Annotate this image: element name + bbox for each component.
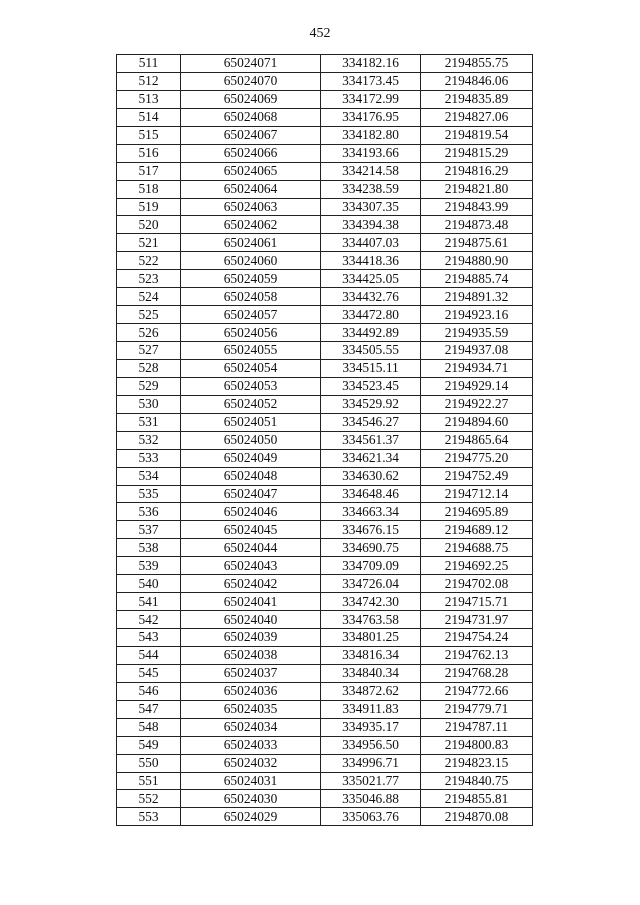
point-id-cell: 65024030 [181,790,321,808]
y-coordinate-cell: 2194827.06 [421,108,533,126]
row-number-cell: 534 [117,467,181,485]
point-id-cell: 65024063 [181,198,321,216]
y-coordinate-cell: 2194715.71 [421,593,533,611]
y-coordinate-cell: 2194922.27 [421,395,533,413]
x-coordinate-cell: 334801.25 [321,629,421,647]
x-coordinate-cell: 334529.92 [321,395,421,413]
point-id-cell: 65024051 [181,413,321,431]
row-number-cell: 514 [117,108,181,126]
x-coordinate-cell: 334763.58 [321,611,421,629]
y-coordinate-cell: 2194692.25 [421,557,533,575]
x-coordinate-cell: 335046.88 [321,790,421,808]
table-row [117,162,533,180]
y-coordinate-cell: 2194891.32 [421,288,533,306]
table-row [117,126,533,144]
row-number-cell: 530 [117,395,181,413]
table-row [117,306,533,324]
y-coordinate-cell: 2194816.29 [421,162,533,180]
point-id-cell: 65024064 [181,180,321,198]
row-number-cell: 553 [117,808,181,826]
row-number-cell: 552 [117,790,181,808]
table-row [117,521,533,539]
y-coordinate-cell: 2194815.29 [421,144,533,162]
y-coordinate-cell: 2194823.15 [421,754,533,772]
point-id-cell: 65024048 [181,467,321,485]
table-row [117,395,533,413]
table-row [117,324,533,342]
row-number-cell: 536 [117,503,181,521]
point-id-cell: 65024036 [181,682,321,700]
row-number-cell: 528 [117,359,181,377]
row-number-cell: 515 [117,126,181,144]
row-number-cell: 522 [117,252,181,270]
x-coordinate-cell: 334472.80 [321,306,421,324]
table-row [117,629,533,647]
row-number-cell: 524 [117,288,181,306]
y-coordinate-cell: 2194754.24 [421,629,533,647]
y-coordinate-cell: 2194695.89 [421,503,533,521]
y-coordinate-cell: 2194712.14 [421,485,533,503]
y-coordinate-cell: 2194702.08 [421,575,533,593]
point-id-cell: 65024069 [181,90,321,108]
row-number-cell: 540 [117,575,181,593]
y-coordinate-cell: 2194840.75 [421,772,533,790]
x-coordinate-cell: 334432.76 [321,288,421,306]
point-id-cell: 65024055 [181,342,321,360]
point-id-cell: 65024029 [181,808,321,826]
table-row [117,664,533,682]
y-coordinate-cell: 2194819.54 [421,126,533,144]
table-row [117,72,533,90]
point-id-cell: 65024062 [181,216,321,234]
y-coordinate-cell: 2194865.64 [421,431,533,449]
point-id-cell: 65024058 [181,288,321,306]
x-coordinate-cell: 334690.75 [321,539,421,557]
point-id-cell: 65024035 [181,700,321,718]
table-body [117,55,533,826]
y-coordinate-cell: 2194843.99 [421,198,533,216]
table-row [117,682,533,700]
row-number-cell: 542 [117,611,181,629]
page-number: 452 [309,26,331,41]
point-id-cell: 65024044 [181,539,321,557]
row-number-cell: 518 [117,180,181,198]
x-coordinate-cell: 335063.76 [321,808,421,826]
y-coordinate-cell: 2194934.71 [421,359,533,377]
row-number-cell: 539 [117,557,181,575]
x-coordinate-cell: 334182.16 [321,55,421,73]
row-number-cell: 547 [117,700,181,718]
y-coordinate-cell: 2194768.28 [421,664,533,682]
x-coordinate-cell: 334840.34 [321,664,421,682]
table-row [117,790,533,808]
row-number-cell: 521 [117,234,181,252]
x-coordinate-cell: 334956.50 [321,736,421,754]
x-coordinate-cell: 334407.03 [321,234,421,252]
table-row [117,718,533,736]
x-coordinate-cell: 334394.38 [321,216,421,234]
row-number-cell: 513 [117,90,181,108]
y-coordinate-cell: 2194880.90 [421,252,533,270]
y-coordinate-cell: 2194835.89 [421,90,533,108]
x-coordinate-cell: 334648.46 [321,485,421,503]
y-coordinate-cell: 2194762.13 [421,646,533,664]
table-row [117,270,533,288]
x-coordinate-cell: 334621.34 [321,449,421,467]
y-coordinate-cell: 2194937.08 [421,342,533,360]
x-coordinate-cell: 334425.05 [321,270,421,288]
row-number-cell: 529 [117,377,181,395]
x-coordinate-cell: 334935.17 [321,718,421,736]
x-coordinate-cell: 334505.55 [321,342,421,360]
x-coordinate-cell: 334193.66 [321,144,421,162]
y-coordinate-cell: 2194731.97 [421,611,533,629]
table-row [117,359,533,377]
point-id-cell: 65024046 [181,503,321,521]
row-number-cell: 544 [117,646,181,664]
y-coordinate-cell: 2194775.20 [421,449,533,467]
point-id-cell: 65024053 [181,377,321,395]
point-id-cell: 65024068 [181,108,321,126]
y-coordinate-cell: 2194800.83 [421,736,533,754]
y-coordinate-cell: 2194779.71 [421,700,533,718]
x-coordinate-cell: 334173.45 [321,72,421,90]
x-coordinate-cell: 334911.83 [321,700,421,718]
table-row [117,431,533,449]
y-coordinate-cell: 2194821.80 [421,180,533,198]
row-number-cell: 538 [117,539,181,557]
y-coordinate-cell: 2194929.14 [421,377,533,395]
x-coordinate-cell: 334676.15 [321,521,421,539]
row-number-cell: 511 [117,55,181,73]
table-row [117,342,533,360]
x-coordinate-cell: 334214.58 [321,162,421,180]
y-coordinate-cell: 2194885.74 [421,270,533,288]
row-number-cell: 541 [117,593,181,611]
table-row [117,252,533,270]
x-coordinate-cell: 334182.80 [321,126,421,144]
point-id-cell: 65024052 [181,395,321,413]
row-number-cell: 527 [117,342,181,360]
y-coordinate-cell: 2194752.49 [421,467,533,485]
row-number-cell: 548 [117,718,181,736]
table-row [117,288,533,306]
point-id-cell: 65024059 [181,270,321,288]
point-id-cell: 65024033 [181,736,321,754]
table-row [117,90,533,108]
table-row [117,413,533,431]
point-id-cell: 65024067 [181,126,321,144]
row-number-cell: 531 [117,413,181,431]
x-coordinate-cell: 334523.45 [321,377,421,395]
coordinates-table [116,54,533,826]
table-row [117,216,533,234]
table-row [117,808,533,826]
point-id-cell: 65024066 [181,144,321,162]
y-coordinate-cell: 2194870.08 [421,808,533,826]
row-number-cell: 516 [117,144,181,162]
row-number-cell: 537 [117,521,181,539]
x-coordinate-cell: 334996.71 [321,754,421,772]
point-id-cell: 65024039 [181,629,321,647]
point-id-cell: 65024070 [181,72,321,90]
row-number-cell: 525 [117,306,181,324]
point-id-cell: 65024040 [181,611,321,629]
y-coordinate-cell: 2194855.75 [421,55,533,73]
x-coordinate-cell: 334630.62 [321,467,421,485]
point-id-cell: 65024038 [181,646,321,664]
row-number-cell: 523 [117,270,181,288]
point-id-cell: 65024071 [181,55,321,73]
x-coordinate-cell: 334238.59 [321,180,421,198]
y-coordinate-cell: 2194787.11 [421,718,533,736]
x-coordinate-cell: 334709.09 [321,557,421,575]
point-id-cell: 65024045 [181,521,321,539]
x-coordinate-cell: 334176.95 [321,108,421,126]
point-id-cell: 65024034 [181,718,321,736]
y-coordinate-cell: 2194846.06 [421,72,533,90]
table-row [117,593,533,611]
row-number-cell: 533 [117,449,181,467]
table-row [117,646,533,664]
row-number-cell: 551 [117,772,181,790]
x-coordinate-cell: 334418.36 [321,252,421,270]
y-coordinate-cell: 2194923.16 [421,306,533,324]
row-number-cell: 535 [117,485,181,503]
row-number-cell: 549 [117,736,181,754]
point-id-cell: 65024041 [181,593,321,611]
table-row [117,467,533,485]
x-coordinate-cell: 334515.11 [321,359,421,377]
x-coordinate-cell: 334546.27 [321,413,421,431]
y-coordinate-cell: 2194688.75 [421,539,533,557]
table-row [117,180,533,198]
x-coordinate-cell: 334726.04 [321,575,421,593]
x-coordinate-cell: 334816.34 [321,646,421,664]
point-id-cell: 65024042 [181,575,321,593]
table-row [117,575,533,593]
x-coordinate-cell: 334663.34 [321,503,421,521]
table-row [117,55,533,73]
table-row [117,700,533,718]
table-row [117,198,533,216]
point-id-cell: 65024054 [181,359,321,377]
x-coordinate-cell: 334561.37 [321,431,421,449]
y-coordinate-cell: 2194935.59 [421,324,533,342]
point-id-cell: 65024031 [181,772,321,790]
point-id-cell: 65024056 [181,324,321,342]
x-coordinate-cell: 334872.62 [321,682,421,700]
row-number-cell: 519 [117,198,181,216]
row-number-cell: 512 [117,72,181,90]
point-id-cell: 65024050 [181,431,321,449]
row-number-cell: 550 [117,754,181,772]
point-id-cell: 65024065 [181,162,321,180]
row-number-cell: 546 [117,682,181,700]
y-coordinate-cell: 2194894.60 [421,413,533,431]
point-id-cell: 65024047 [181,485,321,503]
y-coordinate-cell: 2194772.66 [421,682,533,700]
table-row [117,503,533,521]
y-coordinate-cell: 2194873.48 [421,216,533,234]
row-number-cell: 545 [117,664,181,682]
table-row [117,772,533,790]
table-row [117,736,533,754]
point-id-cell: 65024049 [181,449,321,467]
row-number-cell: 517 [117,162,181,180]
point-id-cell: 65024032 [181,754,321,772]
table-row [117,234,533,252]
row-number-cell: 532 [117,431,181,449]
table-row [117,754,533,772]
row-number-cell: 520 [117,216,181,234]
row-number-cell: 543 [117,629,181,647]
x-coordinate-cell: 334172.99 [321,90,421,108]
point-id-cell: 65024057 [181,306,321,324]
x-coordinate-cell: 334742.30 [321,593,421,611]
point-id-cell: 65024037 [181,664,321,682]
table-row [117,449,533,467]
table-row [117,377,533,395]
y-coordinate-cell: 2194855.81 [421,790,533,808]
point-id-cell: 65024061 [181,234,321,252]
table-row [117,485,533,503]
y-coordinate-cell: 2194689.12 [421,521,533,539]
row-number-cell: 526 [117,324,181,342]
point-id-cell: 65024060 [181,252,321,270]
x-coordinate-cell: 335021.77 [321,772,421,790]
y-coordinate-cell: 2194875.61 [421,234,533,252]
table-row [117,557,533,575]
table-row [117,108,533,126]
table-row [117,539,533,557]
x-coordinate-cell: 334307.35 [321,198,421,216]
table-row [117,611,533,629]
point-id-cell: 65024043 [181,557,321,575]
x-coordinate-cell: 334492.89 [321,324,421,342]
table-row [117,144,533,162]
